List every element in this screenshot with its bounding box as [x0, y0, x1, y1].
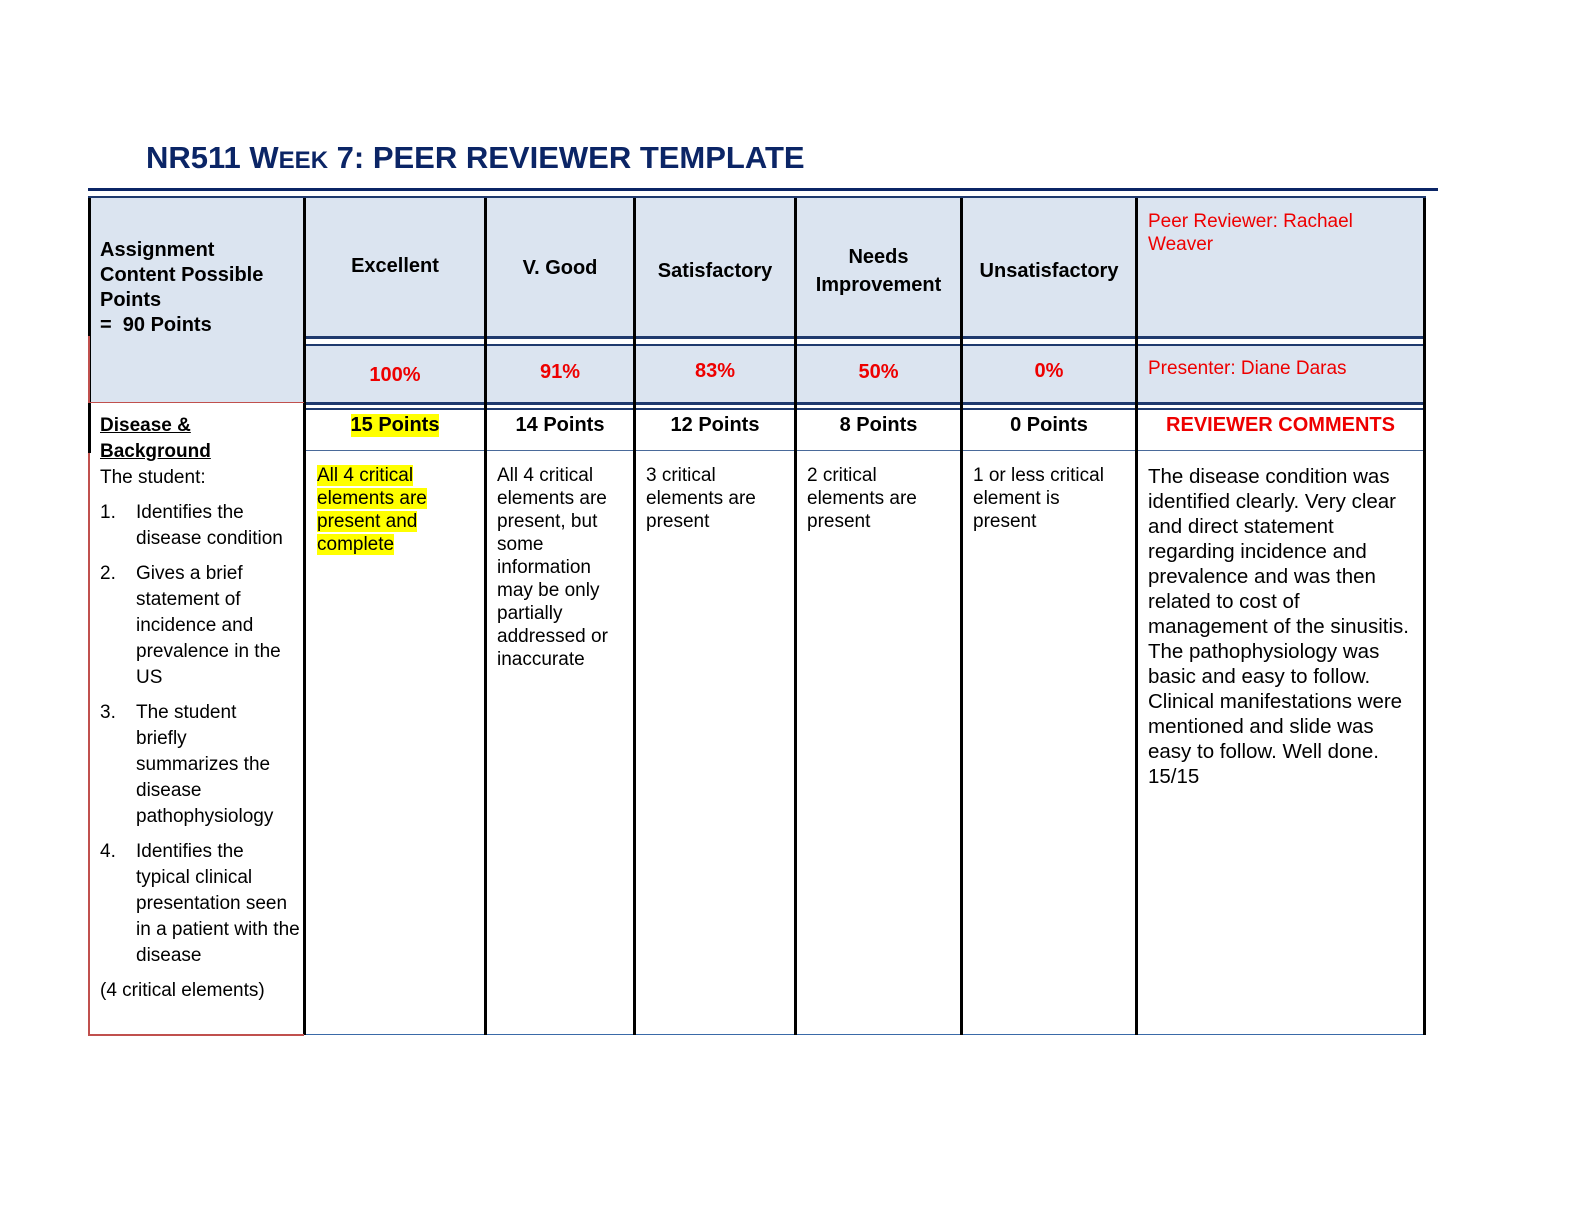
reviewer-comments-header: REVIEWER COMMENTS — [1166, 413, 1395, 436]
criterion-intro: The student: — [100, 467, 206, 488]
divider — [88, 1034, 304, 1036]
criterion-item — [100, 561, 300, 691]
level-needs-improvement: Needs Improvement — [815, 245, 942, 296]
assignment-label-line: Assignment — [100, 239, 215, 261]
assignment-label-line: Points — [100, 289, 162, 311]
divider — [1135, 198, 1138, 1035]
assignment-possible-points — [100, 238, 300, 338]
desc-unsatisfactory: 1 or less critical element is present — [973, 465, 1104, 532]
item-text: Identifies the disease condition — [136, 502, 283, 549]
criterion-cell — [100, 413, 300, 1004]
points-excellent-label: 15 Points — [350, 413, 440, 436]
criterion-item — [100, 500, 300, 552]
points-excellent — [306, 411, 484, 439]
criterion-item — [100, 700, 300, 830]
divider — [305, 402, 1425, 405]
pct-satisfactory: 83% — [694, 359, 736, 382]
peer-reviewer-name: Peer Reviewer: Rachael Weaver — [1148, 211, 1353, 255]
level-unsatisfactory: Unsatisfactory — [979, 259, 1119, 282]
points-needs-improvement: 8 Points — [839, 413, 918, 436]
item-number: 3. — [100, 702, 116, 723]
divider — [1423, 198, 1426, 1035]
pct-very-good: 91% — [539, 360, 581, 383]
points-unsatisfactory: 0 Points — [1010, 413, 1088, 436]
level-excellent: Excellent — [351, 254, 439, 277]
divider — [305, 408, 1425, 410]
points-satisfactory: 12 Points — [670, 413, 760, 436]
desc-excellent — [317, 464, 467, 556]
page-title — [146, 140, 805, 176]
title-suffix: 7: PEER REVIEWER TEMPLATE — [328, 140, 805, 175]
criterion-footer: (4 critical elements) — [100, 980, 265, 1001]
level-very-good: V. Good — [522, 256, 598, 279]
item-text: Identifies the typical clinical presentation seen in a patient with the disease — [136, 841, 300, 966]
assignment-label-line: = 90 Points — [100, 314, 212, 336]
item-number: 1. — [100, 502, 116, 523]
table-bottom-border — [305, 1034, 1425, 1035]
level-satisfactory: Satisfactory — [657, 259, 773, 282]
points-very-good: 14 Points — [515, 413, 605, 436]
item-text: Gives a brief statement of incidence and prevalence in the US — [136, 563, 281, 688]
divider — [90, 402, 304, 403]
criterion-list — [100, 500, 300, 969]
pct-unsatisfactory: 0% — [1034, 359, 1064, 382]
pct-needs-improvement: 50% — [858, 360, 899, 383]
item-number: 2. — [100, 563, 116, 584]
desc-needs-improvement: 2 critical elements are present — [807, 465, 917, 532]
divider — [88, 403, 91, 453]
divider — [305, 450, 1425, 451]
pct-excellent: 100% — [369, 364, 421, 386]
assignment-label-line: Content Possible — [100, 264, 264, 286]
presenter-name: Presenter: Diane Daras — [1148, 358, 1347, 379]
title-rule — [88, 188, 1438, 191]
desc-satisfactory: 3 critical elements are present — [646, 465, 756, 532]
title-small-caps: EEK — [278, 147, 329, 174]
criterion-title: Disease & Background — [100, 415, 211, 462]
item-number: 4. — [100, 841, 116, 862]
desc-very-good: All 4 critical elements are present, but some information may be only partially addressed or inaccurate — [497, 465, 608, 670]
divider — [305, 344, 1425, 346]
reviewer-comment: The disease condition was identified clearly. Very clear and direct statement regarding incidence and prevalence and was then related to cost of management of the sinusitis. The pathophysiology was basic and easy to follow. Clinical manifestations were mentioned and slide was easy to follow. Well done. 15/15 — [1148, 465, 1409, 788]
title-prefix: NR511 W — [146, 140, 279, 175]
desc-excellent-text: All 4 critical elements are present and complete — [317, 465, 427, 555]
criterion-item — [100, 839, 300, 969]
item-text: The student briefly summarizes the disease pathophysiology — [136, 702, 274, 827]
